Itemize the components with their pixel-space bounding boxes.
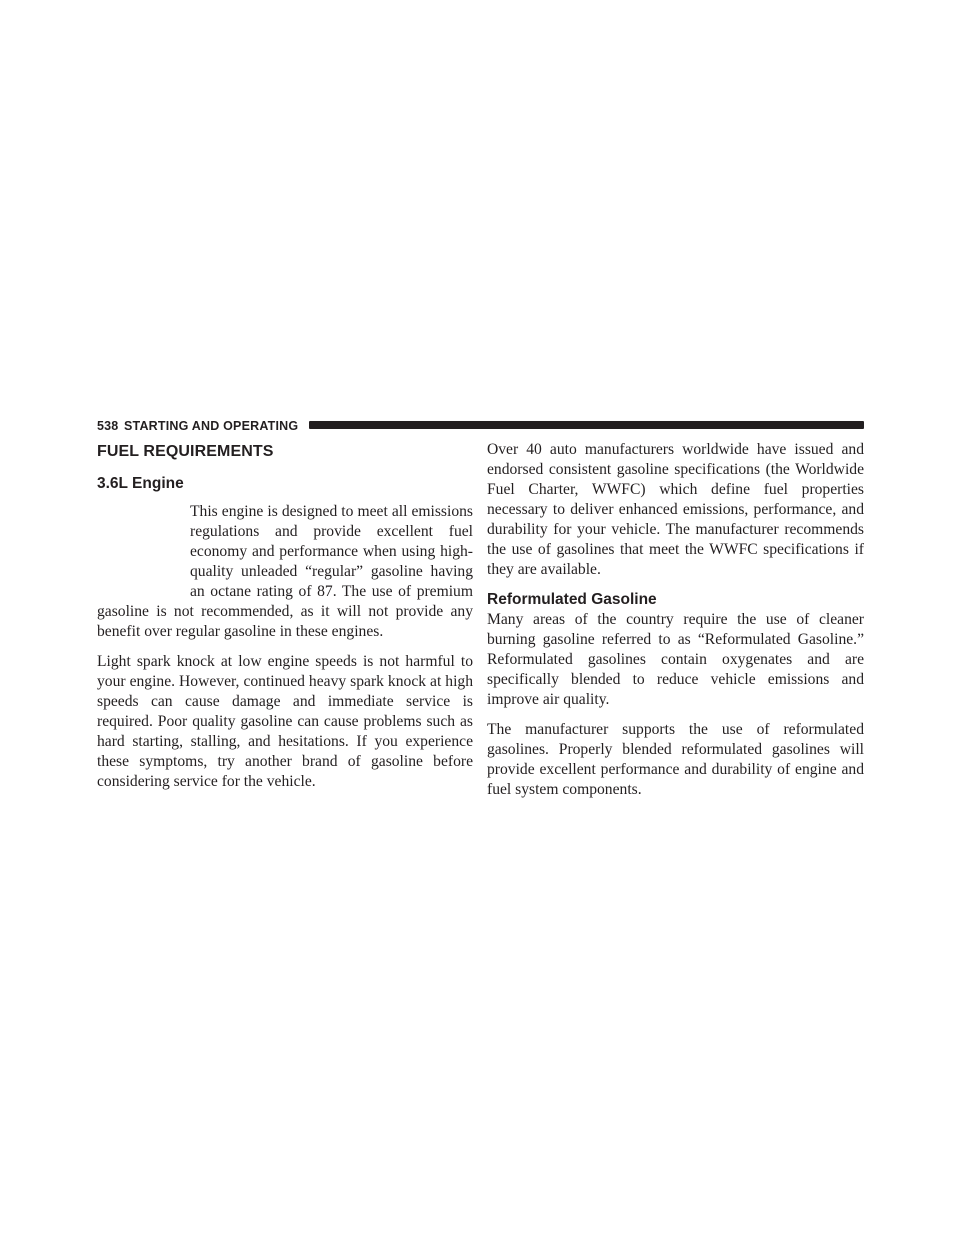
header-rule — [309, 421, 864, 429]
section-title: STARTING AND OPERATING — [124, 419, 299, 433]
engine-paragraph-text: This engine is designed to meet all emissions regulations and provide excellent fuel economy and performance when using high-quality unleaded “regular” gasoline having an octane rating of 87. The use of premium gasoline is not recommended, as it will not provide any benefit over regular gasoline in these engines. — [97, 503, 473, 640]
wwfc-paragraph: Over 40 auto manufacturers worldwide have issued and endorsed consistent gasoline specifications (the Worldwide Fuel Charter, WWFC) which define fuel properties necessary to deliver enhanced emissions, performance, and durability for your vehicle. The manufacturer recommends the use of gasolines that meet the WWFC specifications if they are available. — [487, 441, 864, 578]
reformulated-subheading: Reformulated Gasoline — [487, 591, 657, 608]
engine-paragraph — [97, 502, 473, 642]
icon-placeholder — [97, 502, 190, 602]
reformulated-paragraph-2: The manufacturer supports the use of reformulated gasolines. Properly blended reformulated gasolines will provide excellent performance and durability of engine and fuel system components. — [487, 721, 864, 798]
right-column — [487, 440, 864, 810]
engine-subheading: 3.6L Engine — [97, 475, 184, 492]
spark-knock-paragraph: Light spark knock at low engine speeds is not harmful to your engine. However, continued heavy spark knock at high speeds can cause damage and immediate service is required. Poor quality gasoline can cause problems such as hard starting, stalling, and hesitations. If you experience these symptoms, try another brand of gasoline before considering service for the vehicle. — [97, 653, 473, 790]
left-column — [97, 438, 473, 802]
page-number: 538 — [97, 419, 119, 433]
section-heading: FUEL REQUIREMENTS — [97, 443, 274, 460]
reformulated-paragraph-1: Many areas of the country require the use of cleaner burning gasoline referred to as “Reformulated Gasoline.” Reformulated gasolines contain oxygenates and are specifically blended to reduce vehicle emissions and improve air quality. — [487, 611, 864, 708]
page-header — [97, 418, 864, 434]
